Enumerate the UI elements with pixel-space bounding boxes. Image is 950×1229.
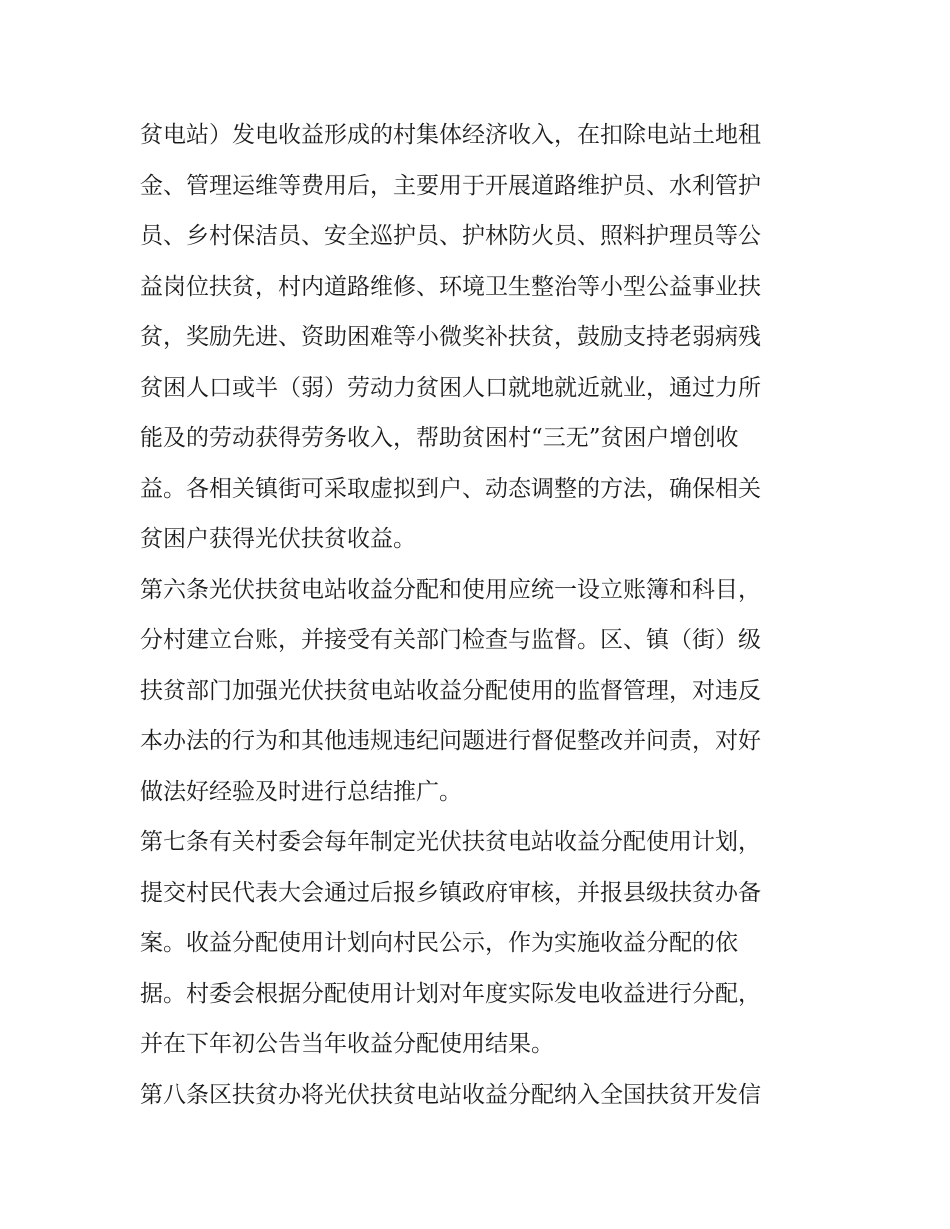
text-line: 提交村民代表大会通过后报乡镇政府审核，并报县级扶贫办备	[140, 879, 761, 906]
document-body	[140, 110, 820, 1120]
text-line: 金、管理运维等费用后，主要用于开展道路维护员、水利管护	[140, 172, 761, 199]
article-7-line: 第七条有关村委会每年制定光伏扶贫电站收益分配使用计划，	[140, 829, 761, 855]
text-line: 贫困户获得光伏扶贫收益。	[140, 526, 416, 552]
text-line: 据。村委会根据分配使用计划对年度实际发电收益进行分配，	[140, 980, 761, 1007]
text-line: 扶贫部门加强光伏扶贫电站收益分配使用的监督管理，对违反	[140, 677, 761, 704]
text-line: 贫困人口或半（弱）劳动力贫困人口就地就近就业，通过力所	[140, 374, 761, 401]
text-line: 贫，奖励先进、资助困难等小微奖补扶贫，鼓励支持老弱病残	[140, 324, 761, 350]
text-line: 益。各相关镇街可采取虚拟到户、动态调整的方法，确保相关	[140, 475, 761, 502]
text-line: 益岗位扶贫，村内道路维修、环境卫生整治等小型公益事业扶	[140, 273, 761, 300]
text-line: 做法好经验及时进行总结推广。	[140, 778, 462, 805]
text-line: 分村建立台账，并接受有关部门检查与监督。区、镇（街）级	[140, 627, 761, 653]
text-line: 员、乡村保洁员、安全巡护员、护林防火员、照料护理员等公	[140, 223, 761, 249]
text-line: 贫电站）发电收益形成的村集体经济收入，在扣除电站土地租	[140, 122, 761, 148]
article-6-line: 第六条光伏扶贫电站收益分配和使用应统一设立账簿和科目，	[140, 576, 761, 603]
article-8-line: 第八条区扶贫办将光伏扶贫电站收益分配纳入全国扶贫开发信	[140, 1081, 761, 1108]
text-line: 并在下年初公告当年收益分配使用结果。	[140, 1031, 554, 1057]
text-line: 案。收益分配使用计划向村民公示，作为实施收益分配的依	[140, 930, 738, 956]
text-line: 本办法的行为和其他违规违纪问题进行督促整改并问责，对好	[140, 728, 761, 754]
text-line: 能及的劳动获得劳务收入，帮助贫困村“三无”贫困户增创收	[140, 425, 739, 451]
